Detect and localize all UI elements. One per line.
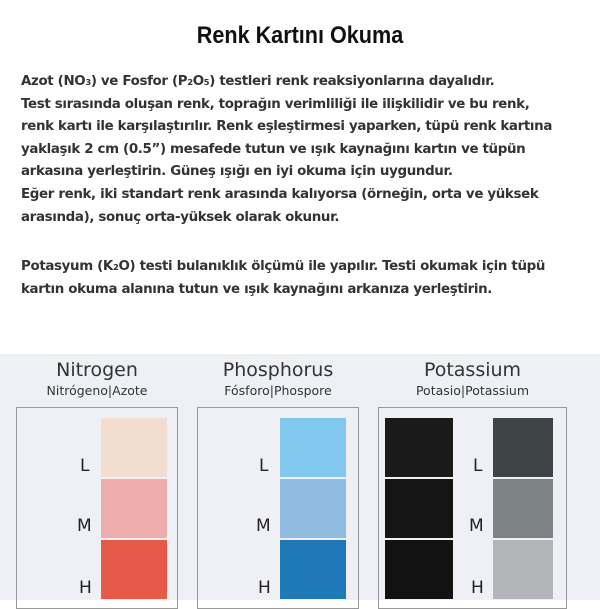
level-label-low: L <box>259 456 269 476</box>
potassium-subheading: Potasio|Potassium <box>415 383 530 398</box>
text-line: Potasyum (K₂O) testi bulanıklık ölçümü ile yapılır. Testi okumak için tüpü <box>21 259 546 274</box>
nitrogen-heading: Nitrogen <box>56 359 138 381</box>
potassium-swatch-medium <box>493 479 553 538</box>
page-title: Renk Kartını Okuma <box>196 22 404 49</box>
text-line: Eğer renk, iki standart renk arasında kalıyorsa (örneğin, orta ve yüksek <box>21 186 539 202</box>
potassium-reference-swatch <box>385 540 453 599</box>
text-line: yaklaşık 2 cm (0.5”) mesafede tutun ve ışık kaynağını kartın ve tüpün <box>21 141 526 157</box>
color-reaction-paragraph <box>21 71 552 229</box>
text-line: Azot (NO₃) ve Fosfor (P₂O₅) testleri renk reaksiyonlarına dayalıdır. <box>21 74 495 89</box>
potassium-paragraph <box>21 256 545 301</box>
potassium-swatch-high <box>493 540 553 599</box>
text-line: arasında), sonuç orta-yüksek olarak okunur. <box>21 209 340 225</box>
phosphorus-swatch-medium <box>280 479 346 538</box>
potassium-reference-swatch <box>385 479 453 538</box>
nitrogen-subheading: Nitrógeno|Azote <box>46 383 148 398</box>
text-line: kartın okuma alanına tutun ve ışık kaynağını arkanıza yerleştirin. <box>21 281 493 297</box>
text-line: renk kartı ile karşılaştırılır. Renk eşleştirmesi yaparken, tüpü renk kartına <box>21 119 553 135</box>
nitrogen-swatch-high <box>101 540 167 599</box>
potassium-heading: Potassium <box>423 359 522 381</box>
level-label-low: L <box>80 456 90 476</box>
level-label-low: L <box>473 456 483 476</box>
nitrogen-swatch-medium <box>101 479 167 538</box>
potassium-swatch-low <box>493 418 553 477</box>
level-label-medium: M <box>77 516 92 536</box>
phosphorus-subheading: Fósforo|Phospore <box>224 383 332 398</box>
phosphorus-heading: Phosphorus <box>222 359 334 381</box>
nitrogen-swatch-low <box>101 418 167 477</box>
level-label-high: H <box>258 578 271 598</box>
potassium-reference-swatch <box>385 418 453 477</box>
phosphorus-swatch-high <box>280 540 346 599</box>
level-label-high: H <box>471 578 484 598</box>
level-label-high: H <box>79 578 92 598</box>
text-line: Test sırasında oluşan renk, toprağın verimliliği ile ilişkilidir ve bu renk, <box>21 96 530 112</box>
color-chart-card <box>0 354 600 600</box>
phosphorus-box <box>197 407 359 609</box>
nitrogen-box <box>16 407 178 609</box>
potassium-box <box>378 407 567 609</box>
phosphorus-swatch-low <box>280 418 346 477</box>
level-label-medium: M <box>469 516 484 536</box>
level-label-medium: M <box>256 516 271 536</box>
text-line: arkasına yerleştirin. Güneş ışığı en iyi okuma için uygundur. <box>21 164 453 180</box>
